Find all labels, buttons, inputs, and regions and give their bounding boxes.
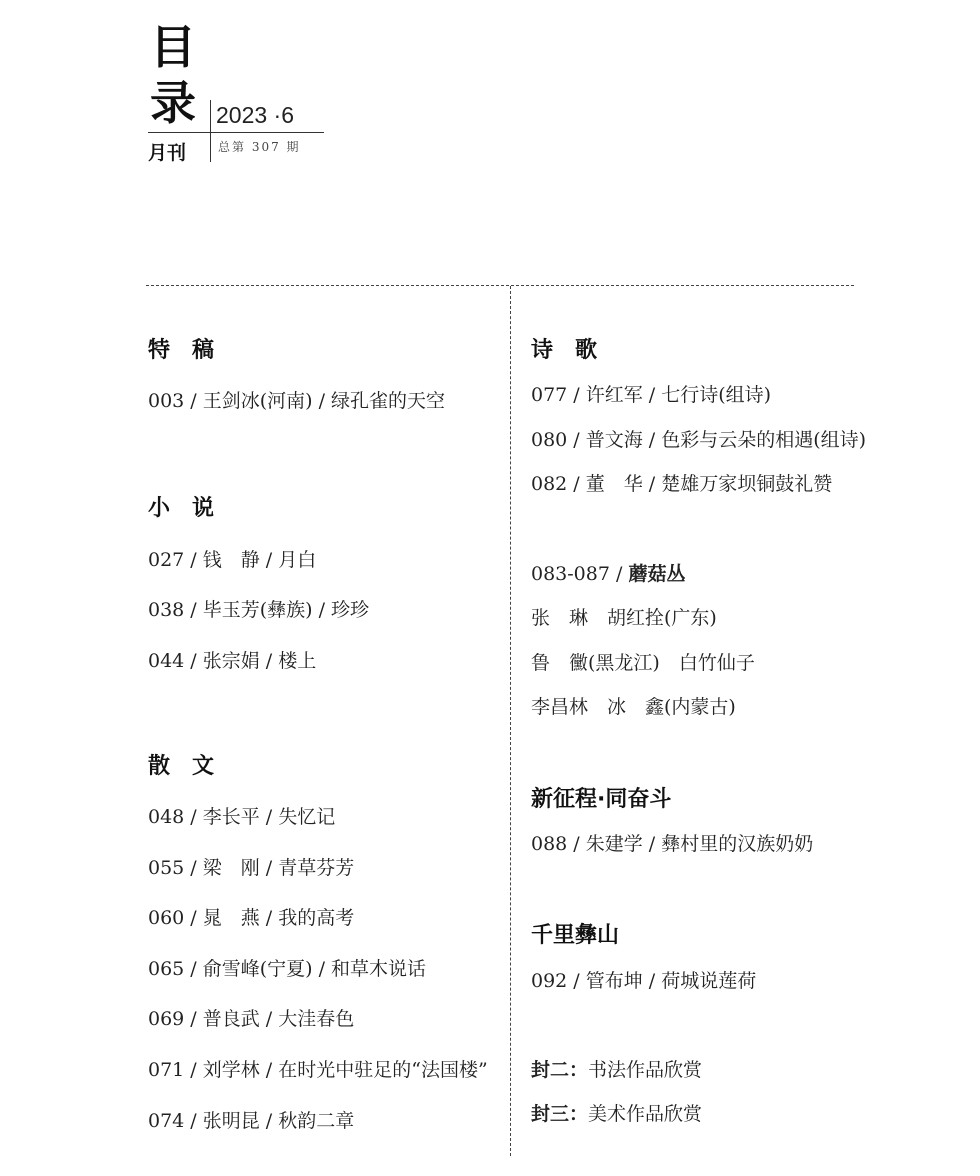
cover-three-label: 封三：: [531, 1103, 589, 1125]
mushroom-pages: 083-087 /: [531, 563, 629, 585]
toc-entry[interactable]: 003 / 王剑冰(河南) / 绿孔雀的天空: [148, 390, 446, 412]
masthead-divider-vertical: [210, 100, 211, 162]
cover-two-label: 封二：: [531, 1059, 589, 1081]
cover-three-entry[interactable]: [531, 1099, 702, 1126]
section-title-yi-mountains: 千里彝山: [531, 923, 620, 948]
toc-entry-mushroom[interactable]: [531, 559, 685, 586]
toc-entry[interactable]: 077 / 许红军 / 七行诗(组诗): [531, 384, 772, 406]
toc-entry[interactable]: 092 / 管布坤 / 荷城说莲荷: [531, 970, 757, 992]
mushroom-author-line: 鲁 黴(黑龙江) 白竹仙子: [531, 652, 755, 674]
toc-entry[interactable]: 027 / 钱 静 / 月白: [148, 549, 317, 571]
cover-two-text: 书法作品欣赏: [588, 1059, 703, 1081]
toc-entry[interactable]: 065 / 俞雪峰(宁夏) / 和草木说话: [148, 958, 427, 980]
section-title-new-journey: 新征程·同奋斗: [531, 787, 672, 812]
masthead: [148, 22, 328, 172]
toc-entry[interactable]: 088 / 朱建学 / 彝村里的汉族奶奶: [531, 833, 814, 855]
vertical-dotted-divider: [510, 286, 511, 1156]
toc-entry[interactable]: 074 / 张明昆 / 秋韵二章: [148, 1110, 355, 1132]
horizontal-dotted-divider: [146, 285, 854, 286]
toc-entry[interactable]: 069 / 普良武 / 大洼春色: [148, 1008, 355, 1030]
toc-entry[interactable]: 071 / 刘学林 / 在时光中驻足的“法国楼”: [148, 1059, 488, 1081]
masthead-divider-horizontal: [148, 132, 324, 133]
mushroom-title: 蘑菇丛: [628, 563, 686, 585]
section-title-prose: 散 文: [148, 754, 215, 779]
mushroom-author-line: 李昌林 冰 鑫(内蒙古): [531, 696, 736, 718]
toc-entry[interactable]: 044 / 张宗娟 / 楼上: [148, 650, 317, 672]
section-title-fiction: 小 说: [148, 496, 215, 521]
cover-two-entry[interactable]: [531, 1055, 702, 1082]
toc-entry[interactable]: 055 / 梁 刚 / 青草芬芳: [148, 857, 355, 879]
mushroom-author-line: 张 琳 胡红拴(广东): [531, 607, 717, 629]
monthly-label: 月刊: [148, 142, 187, 164]
issue-date: 2023 ·6: [216, 102, 295, 128]
toc-entry[interactable]: 080 / 普文海 / 色彩与云朵的相遇(组诗): [531, 429, 867, 451]
toc-entry[interactable]: 048 / 李长平 / 失忆记: [148, 806, 336, 828]
toc-entry[interactable]: 082 / 董 华 / 楚雄万家坝铜鼓礼赞: [531, 473, 833, 495]
toc-entry[interactable]: 038 / 毕玉芳(彝族) / 珍珍: [148, 599, 370, 621]
title-char-lu: 录: [150, 76, 196, 130]
total-issue-number: 总第 307 期: [218, 140, 301, 154]
section-title-special: 特 稿: [148, 338, 215, 363]
section-title-poetry: 诗 歌: [531, 338, 598, 363]
cover-three-text: 美术作品欣赏: [588, 1103, 703, 1125]
toc-entry[interactable]: 060 / 晁 燕 / 我的高考: [148, 907, 355, 929]
title-char-mu: 目: [150, 20, 196, 74]
